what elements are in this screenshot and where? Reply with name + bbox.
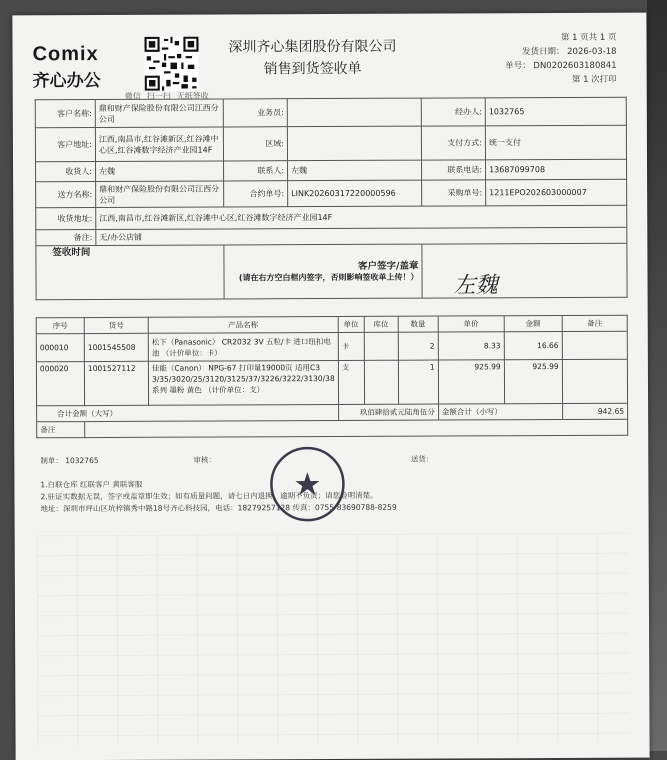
order-number: 单号： DN0202603180841 [505, 60, 617, 72]
total-upper: 玖佰肆拾贰元陆角伍分 [338, 404, 438, 420]
blank-area [37, 533, 630, 746]
qr-caption-wechat: 微信 [124, 91, 141, 101]
qr-caption-paperless: 无纸签收 [176, 91, 209, 101]
company-seal-icon [267, 444, 347, 524]
form-name: 销售到货签收单 [263, 60, 362, 78]
col-sku: 货号 [84, 317, 148, 333]
receiver: 左魏 [96, 161, 224, 182]
copies-note: 1.白联仓库 红联客户 黄联客服 [40, 479, 143, 490]
row-unit: 卡 [338, 332, 364, 360]
qr-caption-scan: 扫一扫 [146, 91, 171, 101]
row-amount: 16.66 [504, 331, 562, 359]
document-meta [505, 31, 617, 87]
delivery: 送货： [410, 454, 434, 464]
salesman-label: 业务员: [223, 99, 287, 127]
col-amount: 金额 [504, 315, 562, 331]
total-upper-label: 合计金额（大写） [37, 404, 339, 421]
company-logo [32, 43, 100, 91]
agent-label: 经办人: [421, 98, 485, 126]
ship-to: 鼎和财产保险股份有限公司江西分公司 [96, 181, 224, 208]
maker: 制单： 1032765 [40, 456, 99, 466]
col-price: 单价 [438, 316, 504, 332]
contact-label: 联系人: [224, 161, 288, 181]
row-loc [364, 360, 398, 404]
row-name: 松下（Panasonic） CR2032 3V 五粒/卡 进口纽扣电池 （计价单位：卡） [148, 332, 338, 361]
total-lower-label: 金额合计（小写） [438, 403, 562, 420]
col-name: 产品名称 [148, 316, 338, 333]
phone: 13687099708 [486, 159, 627, 180]
row-name: 佳能（Canon） NPG-67 打印量19000页 适用C3 3/35/3020/25/3120/3125/37/3226/3222/3130/38系列 墨粉 黄色 （计价单位：支） [148, 360, 338, 405]
receiver-label: 收货人: [36, 162, 96, 182]
sign-hint: (请在右方空白框内签字，否则影响签收单上传！） [238, 272, 419, 282]
contact: 左魏 [288, 160, 422, 181]
customer-signature: 左魏 [453, 273, 498, 299]
company-name: 深圳齐心集团股份有限公司 [228, 38, 397, 56]
company-address: 地址：深圳市坪山区坑梓镇秀中路18号齐心科技园，电话：18279257128 传真：0755-83690788-8259 [40, 502, 397, 514]
header-table [35, 97, 628, 301]
table-row [36, 331, 627, 362]
document-title [212, 36, 412, 79]
contract-label: 合约单号: [224, 181, 288, 207]
sign-time-label: 签收时间 [36, 245, 224, 300]
col-note: 备注 [562, 315, 627, 331]
remark: 无/办公店铺 [96, 227, 627, 245]
recv-addr-label: 收货地址: [36, 208, 96, 230]
row-sku: 1001527112 [84, 361, 148, 405]
qr-code-icon[interactable] [144, 37, 198, 91]
logo-cn: 齐心办公 [32, 71, 101, 92]
items-remark [85, 419, 628, 437]
recv-addr: 江西,南昌市,红谷滩新区,红谷滩中心区,红谷滩数字经济产业园14F [96, 205, 627, 229]
col-qty: 数量 [398, 316, 438, 332]
table-row [36, 359, 627, 406]
row-unit: 支 [338, 360, 364, 404]
ship-to-label: 送方名称: [36, 182, 96, 208]
phone-label: 联系电话: [422, 160, 486, 180]
salesman [287, 98, 421, 127]
page-indicator: 第 1 页共 1 页 [560, 32, 617, 43]
customer-name: 鼎和财产保险股份有限公司江西分公司 [95, 99, 223, 128]
remark-label: 备注: [36, 230, 96, 246]
reviewer: 审核： [193, 455, 216, 465]
row-price: 8.33 [438, 332, 504, 360]
customer-addr: 江西,南昌市,红谷滩新区,红谷滩中心区,红谷滩数字经济产业园14F [95, 127, 223, 162]
items-remark-label: 备注 [37, 422, 85, 438]
row-note [562, 359, 627, 403]
receipt-paper [12, 13, 649, 760]
contract-number: LINK20260317220000596 [288, 180, 422, 207]
col-seq: 序号 [36, 318, 84, 334]
logo-brand: Comix [32, 43, 99, 66]
background-edge [647, 0, 667, 751]
customer-name-label: 客户名称: [35, 100, 95, 128]
ship-date: 发货日期： 2026-03-18 [521, 46, 617, 58]
row-sku: 1001545508 [84, 333, 148, 361]
row-note [562, 331, 627, 359]
row-loc [364, 332, 398, 360]
agent: 1032765 [485, 97, 626, 126]
pay-method: 统一支付 [485, 125, 626, 160]
sign-title: 客户签字/盖章 [357, 260, 419, 272]
row-seq: 000010 [36, 334, 84, 362]
print-count: 第 1 次打印 [571, 74, 617, 85]
row-qty: 2 [398, 332, 438, 360]
po-label: 采购单号: [422, 180, 486, 206]
po-number: 1211EPO202603000007 [486, 179, 627, 206]
row-seq: 000020 [36, 362, 84, 406]
row-amount: 925.99 [504, 359, 562, 403]
items-table [36, 315, 629, 439]
region [287, 126, 421, 161]
row-price: 925.99 [438, 360, 504, 404]
sign-instruction [224, 244, 422, 299]
terms-note: 2.驻证实数据无误，签字或盖章即生效；如有质量问题，请七日内退换，逾期不负责；请您验明清楚。 [40, 490, 378, 502]
col-loc: 库位 [364, 316, 398, 332]
region-label: 区域: [223, 127, 287, 161]
sign-line [40, 454, 433, 467]
row-qty: 1 [398, 360, 438, 404]
total-lower: 942.65 [562, 403, 627, 419]
pay-label: 支付方式: [421, 126, 485, 160]
col-unit: 单位 [338, 316, 364, 332]
customer-addr-label: 客户地址: [35, 128, 95, 162]
